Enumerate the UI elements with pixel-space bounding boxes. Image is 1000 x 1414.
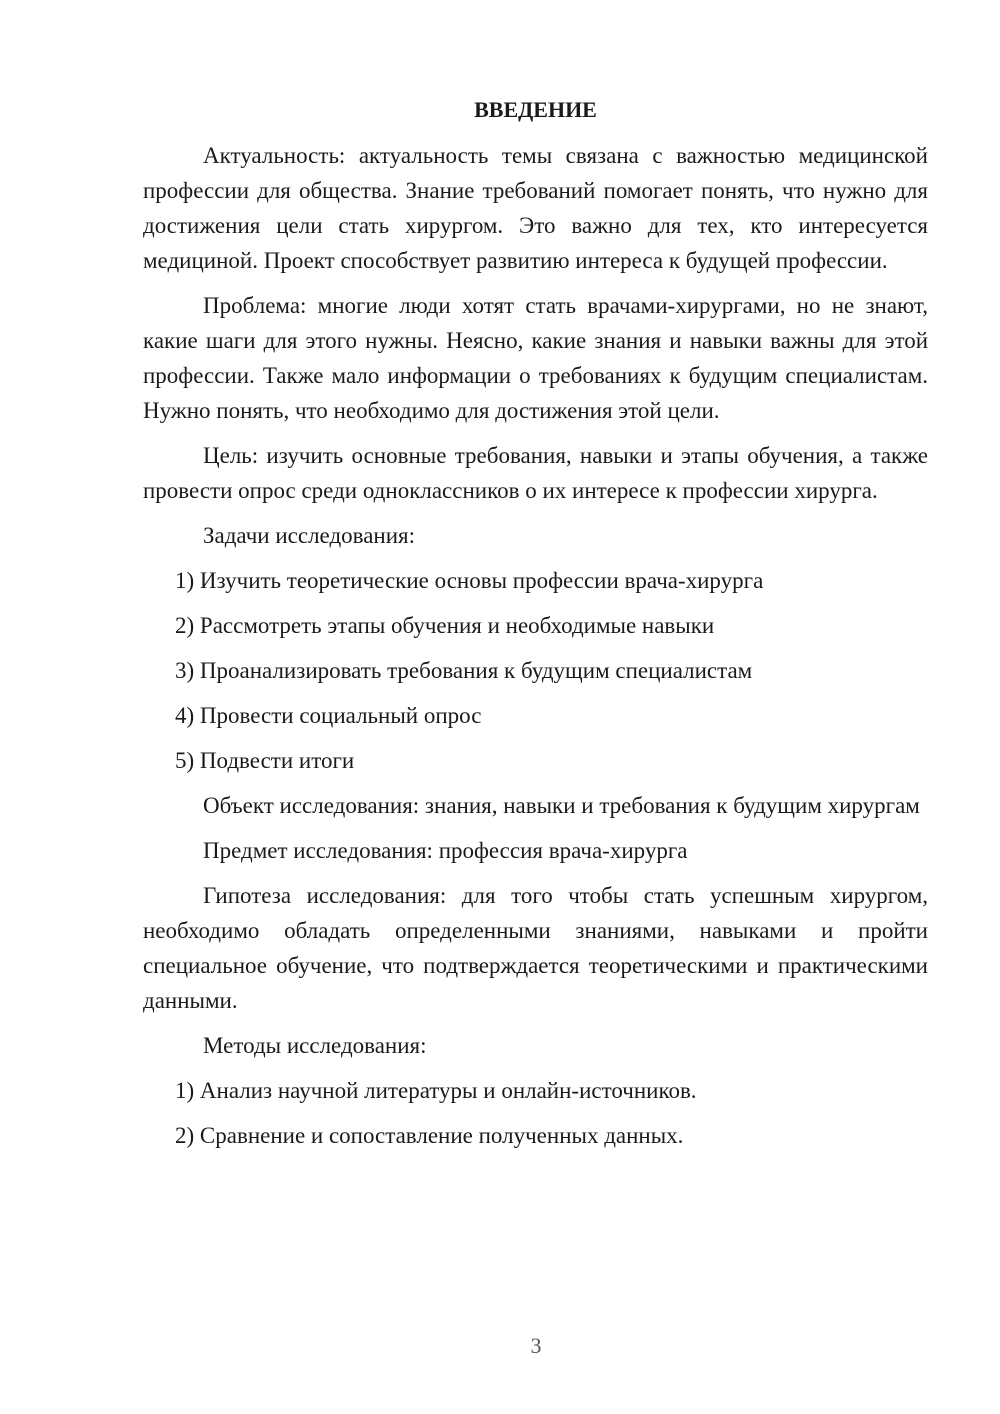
- relevance-paragraph: Актуальность: актуальность темы связана с важностью медицинской профессии для общества. Знание требований помогает понять, что нужно для достижения цели стать хирургом. Это важно для тех, кто интересуется медициной. Проект способствует развитию интереса к будущей профессии.: [143, 143, 928, 273]
- list-item: 3) Проанализировать требования к будущим специалистам: [175, 658, 753, 683]
- list-item: 2) Сравнение и сопоставление полученных данных.: [175, 1123, 684, 1148]
- methods-list: [143, 1073, 928, 1153]
- list-item: 5) Подвести итоги: [175, 748, 355, 773]
- subject-paragraph: Предмет исследования: профессия врача-хирурга: [203, 838, 688, 863]
- tasks-list: [143, 563, 928, 778]
- goal-paragraph: Цель: изучить основные требования, навыки и этапы обучения, а также провести опрос среди одноклассников о их интересе к профессии хирурга.: [143, 443, 928, 503]
- list-item: 1) Изучить теоретические основы профессии врача-хирурга: [175, 568, 764, 593]
- document-page: [143, 92, 928, 1163]
- problem-paragraph: Проблема: многие люди хотят стать врачами-хирургами, но не знают, какие шаги для этого нужны. Неясно, какие знания и навыки важны для этой профессии. Также мало информации о требованиях к будущим специалистам. Нужно понять, что необходимо для достижения этой цели.: [143, 293, 928, 423]
- list-item: 1) Анализ научной литературы и онлайн-источников.: [175, 1078, 697, 1103]
- list-item: 4) Провести социальный опрос: [175, 703, 482, 728]
- hypothesis-paragraph: Гипотеза исследования: для того чтобы стать успешным хирургом, необходимо обладать определенными знаниями, навыками и пройти специальное обучение, что подтверждается теоретическими и практическими данными.: [143, 883, 928, 1013]
- page-number: 3: [530, 1333, 542, 1358]
- methods-heading: Методы исследования:: [203, 1033, 427, 1058]
- tasks-heading: Задачи исследования:: [203, 523, 416, 548]
- section-title: ВВЕДЕНИЕ: [474, 97, 597, 122]
- list-item: 2) Рассмотреть этапы обучения и необходимые навыки: [175, 613, 715, 638]
- object-paragraph: Объект исследования: знания, навыки и требования к будущим хирургам: [203, 793, 920, 818]
